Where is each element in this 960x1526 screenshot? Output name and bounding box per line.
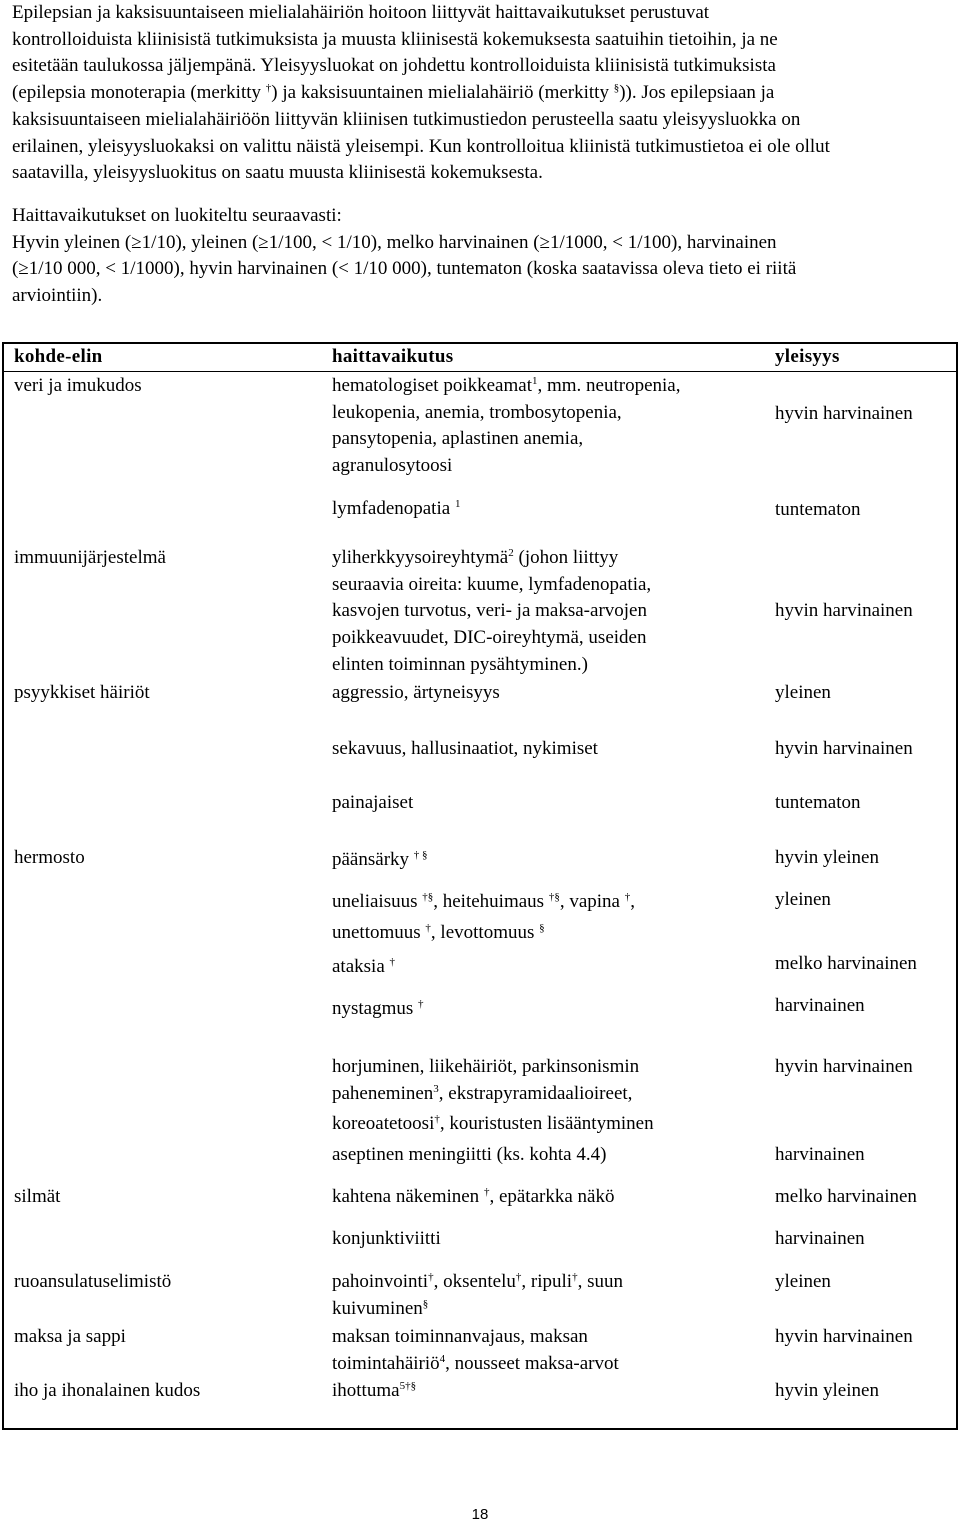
freq-psych-aggression: yleinen [775, 682, 831, 703]
freq-eye-conjunctivitis: harvinainen [775, 1228, 865, 1249]
effect-line: leukopenia, anemia, trombosytopenia, [332, 401, 622, 423]
dagger-mark: † [418, 998, 424, 1010]
effect-psych-confusion: sekavuus, hallusinaatiot, nykimiset [332, 738, 598, 759]
effect-text: ihottuma [332, 1380, 400, 1401]
effect-text: paheneminen [332, 1082, 434, 1104]
effect-text: kahtena näkeminen [332, 1186, 480, 1207]
section-mark: § [613, 82, 620, 95]
effect-text: päänsärky [332, 849, 410, 870]
effect-text: , ripuli [521, 1271, 573, 1292]
mark [422, 891, 433, 903]
effect-text: , nousseet maksa-arvot [445, 1352, 619, 1374]
freq-nerv-headache: hyvin yleinen [775, 847, 879, 868]
frequency-definitions [12, 203, 952, 310]
effect-line: seuraavia oireita: kuume, lymfadenopatia, [332, 573, 652, 595]
freq-nerv-meningitis: harvinainen [775, 1144, 865, 1165]
footnote-mark: 4 [439, 1352, 446, 1365]
effect-nerv-headache [332, 847, 752, 874]
effect-text: pahoinvointi [332, 1271, 429, 1292]
effect-text: toimintahäiriö [332, 1352, 440, 1374]
effect-line: poikkeavuudet, DIC-oireyhtymä, useiden [332, 627, 647, 649]
effect-blood-hematologic [332, 373, 752, 480]
freq-immune: hyvin harvinainen [775, 600, 913, 621]
section-mark: § [422, 1297, 429, 1310]
effect-text: , mm. neutropenia, [537, 375, 681, 396]
freq-liver: hyvin harvinainen [775, 1326, 913, 1347]
frequency-line: Hyvin yleinen (≥1/10), yleinen (≥1/100, < 1/10), melko harvinainen (≥1/1000, < 1/100), harvinainen [12, 231, 777, 253]
freq-gi: yleinen [775, 1271, 831, 1292]
effect-nerv-meningitis: aseptinen meningiitti (ks. kohta 4.4) [332, 1144, 607, 1165]
effect-text: , levottomuus [430, 921, 535, 943]
dagger-mark: † [425, 921, 431, 934]
frequency-line: (≥1/10 000, < 1/1000), hyvin harvinainen (< 1/10 000), tuntematon (koska saatavissa oleva tieto ei riitä [12, 258, 797, 280]
organ-eye: silmät [14, 1186, 61, 1207]
dagger-mark: † [483, 1186, 490, 1198]
freq-nerv-ataxia: melko harvinainen [775, 953, 917, 974]
dagger-mark: † [434, 1113, 440, 1126]
dagger-mark: † [422, 891, 428, 903]
effect-line [332, 1081, 752, 1108]
footnote-mark: 1 [454, 498, 461, 510]
intro-line: kaksisuuntaiseen mielialahäiriöön liittyvän kliinisen tutkimustiedon perusteella saatu yleisyysluokka on [12, 108, 801, 130]
adverse-effects-table [2, 342, 958, 1430]
effect-line: pansytopenia, aplastinen anemia, [332, 428, 584, 450]
intro-text: )). Jos epilepsiaan ja [619, 82, 775, 104]
effect-psych-nightmares: painajaiset [332, 792, 414, 813]
header-divider [4, 371, 956, 372]
effect-text: hematologiset poikkeamat [332, 375, 532, 396]
freq-blood-hematologic: hyvin harvinainen [775, 403, 913, 424]
effect-text: , kouristusten lisääntyminen [439, 1113, 654, 1135]
section-mark: § [539, 921, 545, 934]
organ-liver: maksa ja sappi [14, 1326, 126, 1347]
section-mark: § [427, 891, 434, 903]
intro-line [12, 80, 952, 107]
intro-line: kontrolloiduista kliinisistä tutkimuksista ja muusta kliinisestä kokemuksesta saatuihin tietoihin, ja ne [12, 28, 778, 50]
effect-line: kasvojen turvotus, veri- ja maksa-arvojen [332, 600, 647, 622]
intro-line: esitetään taulukossa jäljempänä. Yleisyysluokat on johdettu kontrolloiduista kliinisistä tutkimuksista [12, 55, 776, 77]
effect-eye-diplopia [332, 1184, 752, 1211]
footnote-mark: 3 [433, 1082, 439, 1095]
header-frequency: yleisyys [775, 346, 840, 367]
effect-text: , heitehuimaus [433, 891, 545, 912]
effect-line: elinten toiminnan pysähtyminen.) [332, 653, 588, 675]
dagger-mark: † [265, 82, 272, 95]
effect-skin-rash [332, 1378, 752, 1405]
effect-text: , suun [577, 1271, 623, 1292]
effect-line: horjuminen, liikehäiriöt, parkinsonismin [332, 1056, 640, 1077]
intro-line: erilainen, yleisyysluokaksi on valittu näistä yleisempi. Kun kontrolloitua kliinistä tutkimustietoa ei ole ollut [12, 135, 830, 157]
effect-line [332, 373, 752, 400]
freq-eye-diplopia: melko harvinainen [775, 1186, 917, 1207]
dagger-mark: † [548, 891, 555, 903]
dagger-section-mark [414, 849, 428, 861]
intro-line: Epilepsian ja kaksisuuntaiseen mielialahäiriön hoitoon liittyvät haittavaikutukset perustuvat [12, 2, 710, 23]
effect-text: nystagmus [332, 998, 414, 1019]
intro-line: saatavilla, yleisyysluokitus on saatu muusta kliinisestä kokemuksesta. [12, 162, 543, 184]
effect-line: agranulosytoosi [332, 455, 453, 477]
freq-psych-nightmares: tuntematon [775, 792, 861, 813]
effect-text: , oksentelu [433, 1271, 516, 1292]
effect-text: yliherkkyysoireyhtymä [332, 547, 509, 568]
effect-line [332, 545, 752, 572]
footnote-mark: 5†§ [399, 1380, 417, 1392]
dagger-mark: † [413, 849, 420, 861]
effect-nerv-somnolence [332, 889, 752, 946]
frequency-line: arviointiin). [12, 285, 103, 307]
effect-line [332, 1296, 752, 1323]
organ-gi: ruoansulatuselimistö [14, 1271, 172, 1292]
effect-nerv-ataxia [332, 954, 752, 981]
freq-nerv-somnolence: yleinen [775, 889, 831, 910]
dagger-mark: † [389, 956, 396, 968]
footnote-mark: 2 [508, 547, 514, 559]
effect-nerv-nystagmus [332, 996, 752, 1023]
dagger-mark: † [624, 891, 631, 903]
effect-text: (johon liittyy [513, 547, 619, 568]
effect-text: , [630, 891, 635, 912]
dagger-mark: † [515, 1271, 522, 1283]
section-mark: § [422, 849, 428, 861]
effect-text: kuivuminen [332, 1297, 423, 1319]
organ-immune: immuunijärjestelmä [14, 547, 166, 568]
effect-immune-hypersensitivity [332, 545, 752, 679]
effect-gi [332, 1269, 752, 1322]
organ-psychiatric: psyykkiset häiriöt [14, 682, 150, 703]
footnote-mark: 1 [531, 375, 538, 387]
effect-liver [332, 1324, 752, 1377]
mark [549, 891, 560, 903]
organ-skin: iho ja ihonalainen kudos [14, 1380, 201, 1401]
effect-psych-aggression: aggressio, ärtyneisyys [332, 682, 500, 703]
effect-text: , vapina [559, 891, 620, 912]
frequency-heading: Haittavaikutukset on luokiteltu seuraavasti: [12, 205, 342, 226]
effect-line [332, 1111, 752, 1138]
header-organ: kohde-elin [14, 346, 103, 367]
effect-blood-lymphadenopathy [332, 496, 752, 523]
dagger-mark: † [428, 1271, 434, 1283]
effect-eye-conjunctivitis: konjunktiviitti [332, 1228, 441, 1249]
effect-text: ataksia [332, 956, 385, 977]
effect-line [332, 889, 752, 916]
freq-nerv-nystagmus: harvinainen [775, 995, 865, 1016]
effect-nerv-movement [332, 1054, 752, 1138]
intro-text: (epilepsia monoterapia (merkitty [12, 82, 266, 104]
header-effect: haittavaikutus [332, 346, 454, 367]
organ-nervous: hermosto [14, 847, 85, 868]
effect-line [332, 1351, 752, 1378]
effect-text: uneliaisuus [332, 891, 418, 912]
effect-line: maksan toiminnanvajaus, maksan [332, 1326, 588, 1347]
effect-line [332, 920, 752, 947]
freq-skin-rash: hyvin yleinen [775, 1380, 879, 1401]
organ-blood: veri ja imukudos [14, 375, 142, 396]
intro-paragraph [12, 0, 952, 187]
effect-text: koreoatetoosi [332, 1113, 435, 1135]
effect-line [332, 1269, 752, 1296]
freq-blood-lymphadenopathy: tuntematon [775, 499, 861, 520]
section-mark: § [554, 891, 560, 903]
intro-text: ) ja kaksisuuntainen mielialahäiriö (merkitty [271, 82, 614, 104]
effect-text: , epätarkka näkö [489, 1186, 615, 1207]
freq-psych-confusion: hyvin harvinainen [775, 738, 913, 759]
effect-text: lymfadenopatia [332, 498, 451, 519]
effect-text: , ekstrapyramidaalioireet, [438, 1082, 633, 1104]
freq-nerv-movement: hyvin harvinainen [775, 1056, 913, 1077]
dagger-mark: † [572, 1271, 578, 1283]
effect-text: unettomuus [332, 921, 421, 943]
page-number: 18 [471, 1506, 489, 1523]
